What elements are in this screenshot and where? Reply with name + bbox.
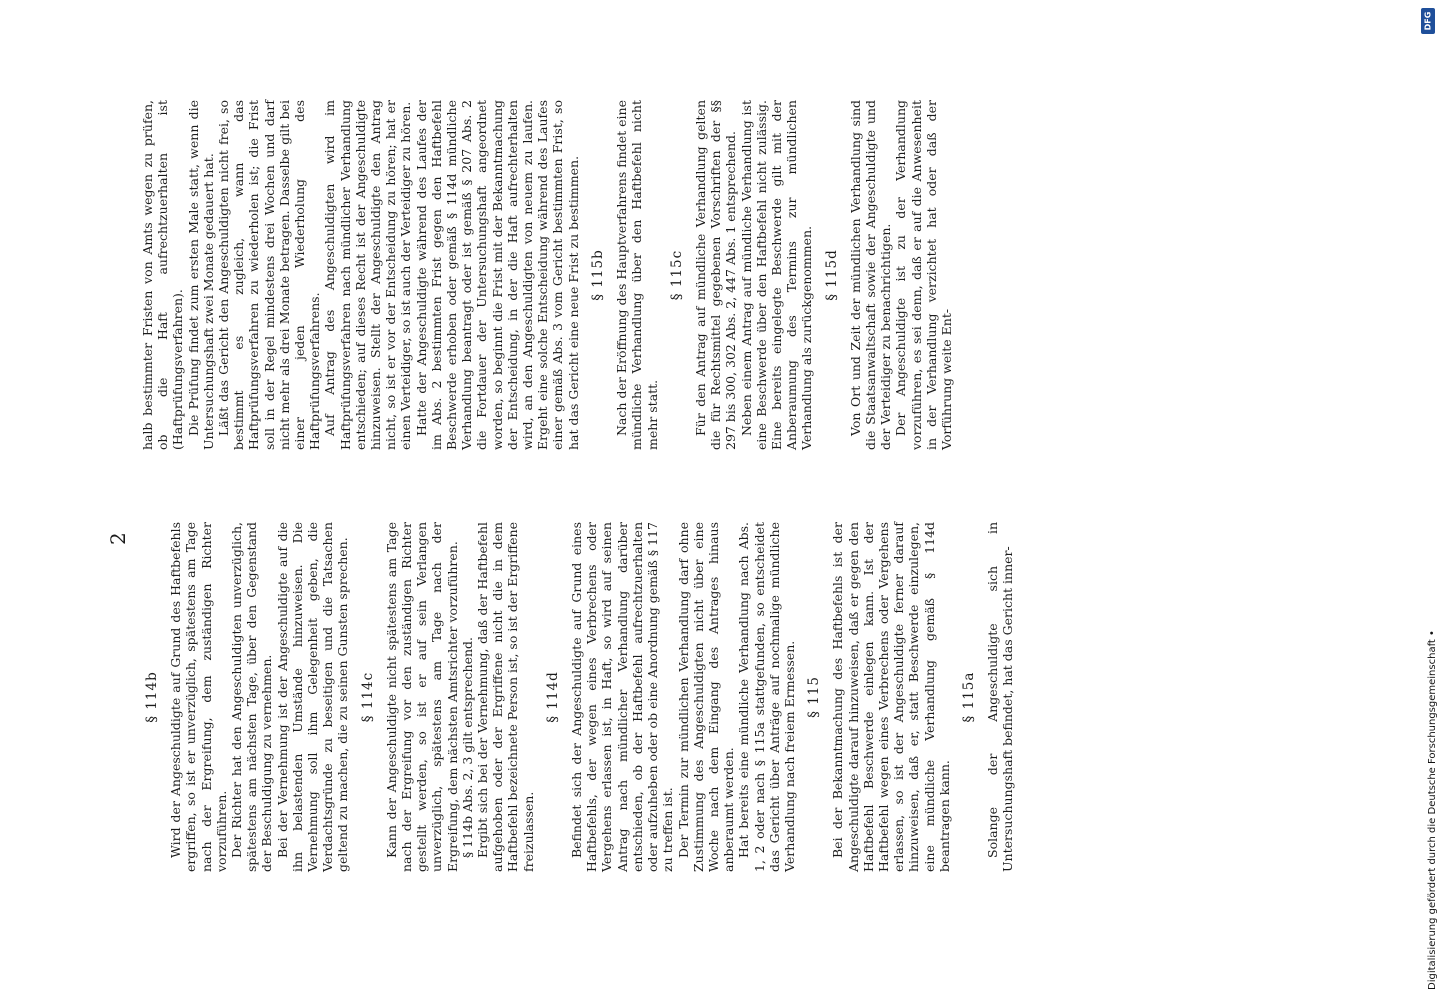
paragraph: Wird der Angeschuldigte auf Grund des Haftbefehls ergriffen, so ist er unverzüglich, spätestens am Tage nach der Ergreifung, dem zuständigen Richter vorzuführen.: [168, 522, 229, 872]
paragraph: Kann der Angeschuldigte nicht spätestens am Tage nach der Ergreifung vor den zuständigen Richter gestellt werden, so ist er auf sein Verlangen unverzüglich, spätestens am Tage nach der Ergreifung, dem nächsten Amtsrichter vorzuführen.: [383, 522, 460, 872]
section-heading: § 115a: [960, 671, 977, 723]
section-heading: § 114c: [359, 671, 376, 723]
section-heading: § 115d: [823, 249, 840, 301]
paragraph: Hatte der Angeschuldigte während des Laufes der im Abs. 2 bestimmten Frist gegen den Haftbefehl Beschwerde erhoben oder gemäß § 114d mündliche Verhandlung beantragt oder ist gemäß § 207 Abs. 2 die Fortdauer der Untersuchungshaft angeordnet worden, so beginnt die Frist mit der Bekanntmachung der Entscheidung, in der die Haft aufrechterhalten wird, an den Angeschuldigten von neuem zu laufen. Ergeht eine solche Entscheidung während des Laufes einer gemäß Abs. 3 vom Gericht bestimmten Frist, so hat das Gericht eine neue Frist zu bestimmen.: [413, 100, 581, 450]
paragraph: Hat bereits eine mündliche Verhandlung nach Abs. 1, 2 oder nach § 115a stattgefunden, so entscheidet das Gericht über Anträge auf nochmalige mündliche Verhandlung nach freiem Ermessen.: [736, 522, 797, 872]
paragraph: Der Richter hat den Angeschuldigten unverzüglich, spätestens am nächsten Tage, über den Gegenstand der Beschuldigung zu vernehmen.: [229, 522, 275, 872]
paragraph: Läßt das Gericht den Angeschuldigten nicht frei, so bestimmt es zugleich, wann das Haftprüfungsverfahren zu wiederholen ist; die Frist soll in der Regel mindestens drei Wochen und darf nicht mehr als drei Monate betragen. Dasselbe gilt bei einer jeden Wiederholung des Haftprüfungsverfahrens.: [216, 100, 323, 450]
paragraph: Von Ort und Zeit der mündlichen Verhandlung sind die Staatsanwaltschaft sowie der Angeschuldigte und der Verteidiger zu benachrichtigen.: [847, 100, 894, 450]
section-heading: § 115c: [668, 249, 685, 301]
paragraph: Die Prüfung findet zum ersten Male statt, wenn die Untersuchungshaft zwei Monate gedauert hat.: [185, 100, 216, 450]
paragraph: § 114b Abs. 2, 3 gilt entsprechend.: [459, 636, 475, 858]
paragraph: Der Termin zur mündlichen Verhandlung darf ohne Zustimmung des Angeschuldigten nicht über eine Woche nach dem Eingang des Antrages hinaus anberaumt werden.: [675, 522, 737, 872]
dfg-logo: [1421, 8, 1435, 34]
dfg-logo-text: DFG: [1423, 11, 1433, 31]
paragraph: Bei der Vernehmung ist der Angeschuldigte auf die ihn belastenden Umstände hinzuweisen. Die Vernehmung soll ihm Gelegenheit geben, die Verdachtsgründe zu beseitigen und die Tatsachen geltend zu machen, die zu seinen Gunsten sprechen.: [274, 522, 351, 872]
section-heading: § 115b: [589, 249, 606, 301]
left-text-column: [135, 522, 1016, 872]
section-heading: § 114d: [544, 671, 561, 723]
digitization-credit: Digitalisierung gefördert durch die Deutsche Forschungsgemeinschaft •: [1427, 630, 1438, 990]
paragraph: Bei der Bekanntmachung des Haftbefehls ist der Angeschuldigte darauf hinzuweisen, daß er gegen den Haftbefehl Beschwerde einlegen kann. Ist der Haftbefehl wegen eines Verbrechens oder Vergehens erlassen, so ist der Angeschuldigte ferner darauf hinzuweisen, daß er, statt Beschwerde einzulegen, eine mündliche Verhandlung gemäß § 114d beantragen kann.: [830, 522, 952, 872]
paragraph: Nach der Eröffnung des Hauptverfahrens findet eine mündliche Verhandlung über den Haftbefehl nicht mehr statt.: [614, 100, 660, 450]
paragraph: Der Angeschuldigte ist zu der Verhandlung vorzuführen, es sei denn, daß er auf die Anwesenheit in der Verhandlung verzichtet hat oder daß der Vorführung weite Ent-: [893, 100, 954, 450]
paragraph: Ergibt sich bei der Vernehmung, daß der Haftbefehl aufgehoben oder der Ergriffene nicht die in dem Haftbefehl bezeichnete Person ist, so ist der Ergriffene freizulassen.: [475, 522, 536, 872]
paragraph: Neben einem Antrag auf mündliche Verhandlung ist eine Beschwerde über den Haftbefehl nicht zulässig. Eine bereits eingelegte Beschwerde gilt mit der Anberaumung des Termins zur mündlichen Verhandlung als zurückgenommen.: [738, 100, 815, 450]
paragraph: Befindet sich der Angeschuldigte auf Grund eines Haftbefehls, der wegen eines Verbrechens oder Vergehens erlassen ist, in Haft, so wird auf seinen Antrag nach mündlicher Verhandlung darüber entschieden, ob der Haftbefehl aufrechtzuerhalten oder aufzuheben oder ob eine Anordnung gemäß § 117 zu treffen ist.: [569, 522, 676, 872]
paragraph: Für den Antrag auf mündliche Verhandlung gelten die für Rechtsmittel gegebenen Vorschriften der §§ 297 bis 300, 302 Abs. 2, 447 Abs. 1 entsprechend.: [692, 100, 739, 450]
section-heading: § 115: [806, 676, 823, 718]
paragraph: Solange der Angeschuldigte sich in Untersuchungshaft befindet, hat das Gericht inner-: [985, 522, 1016, 872]
right-text-column: [140, 100, 954, 450]
page-number: 2: [106, 532, 130, 545]
paragraph: halb bestimmter Fristen von Amts wegen zu prüfen, ob die Haft aufrechtzuerhalten ist (Haftprüfungsverfahren).: [140, 100, 186, 450]
paragraph: Auf Antrag des Angeschuldigten wird im Haftprüfungsverfahren nach mündlicher Verhandlung entschieden; auf dieses Recht ist der Angeschuldigte hinzuweisen. Stellt der Angeschuldigte den Antrag nicht, so ist er vor der Entscheidung zu hören; hat er einen Verteidiger, so ist auch der Verteidiger zu hören.: [322, 100, 414, 450]
section-heading: § 114b: [144, 671, 160, 723]
